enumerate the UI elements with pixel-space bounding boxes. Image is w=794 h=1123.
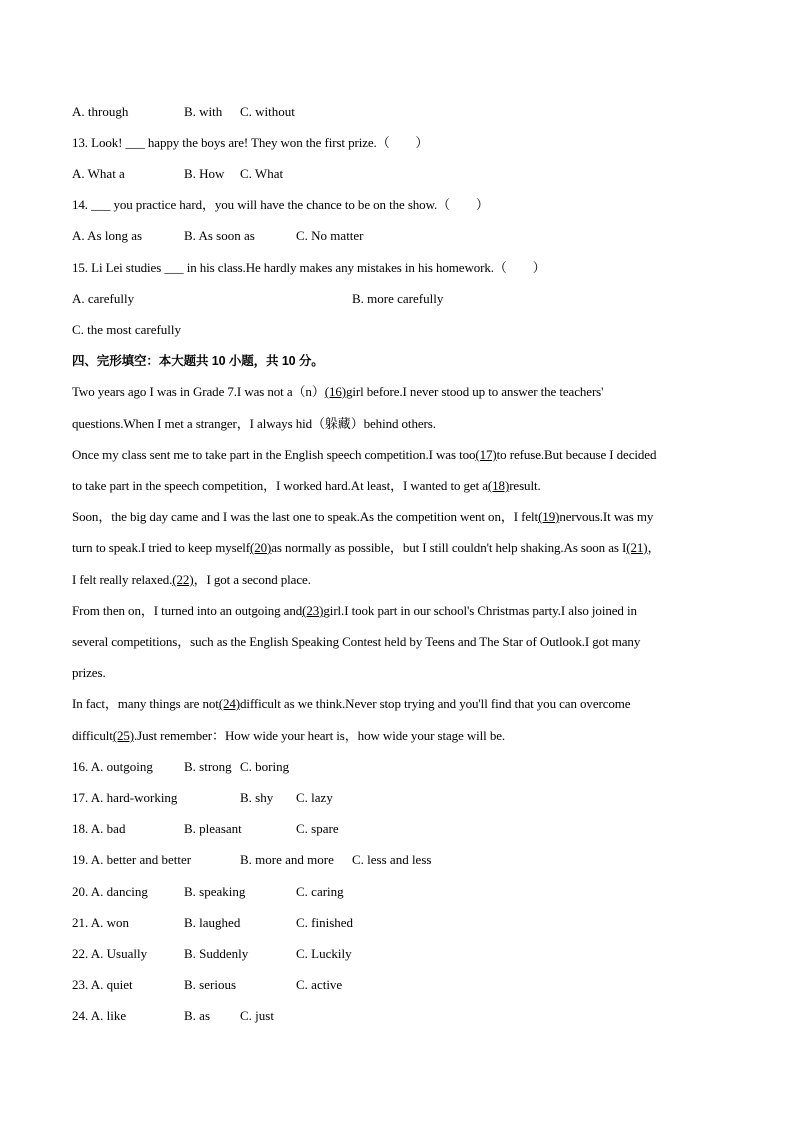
cloze-option-a: 16. A. outgoing [72,759,153,774]
q13-stem: 13. Look! ___ happy the boys are! They won the first prize.（ ） [72,135,429,150]
passage-line [72,603,722,619]
passage-text: girl before.I never stood up to answer the teachers' [345,384,604,399]
q12-option-c: C. without [240,104,295,119]
blank-marker: (16) [324,384,346,399]
passage-text: Two years ago I was in Grade 7.I was not a（n） [72,384,325,399]
blank-marker: (23) [302,603,324,618]
cloze-option-a: 23. A. quiet [72,977,133,992]
q15-option-a: A. carefully [72,291,135,306]
cloze-option-c: C. spare [296,821,339,836]
passage-text: to refuse.But because I decided [496,447,657,462]
blank-marker: (18) [487,478,510,493]
passage-text: Once my class sent me to take part in the English speech competition.I was too [72,447,476,462]
cloze-option-a: 21. A. won [72,915,130,930]
cloze-option-b: B. serious [184,977,236,992]
q15-option-c: C. the most carefully [72,322,182,337]
q12-option-b: B. with [184,104,223,119]
q13-option-c: C. What [240,166,284,181]
passage-text: as normally as possible，but I still couldn't help shaking.As soon as I [271,540,627,555]
passage-text: ， [647,540,661,555]
passage-text: difficult as we think.Never stop trying and you'll find that you can overcome [240,696,631,711]
cloze-option-b: B. laughed [184,915,241,930]
q14-option-b: B. As soon as [184,228,255,243]
cloze-option-c: C. less and less [352,852,432,867]
cloze-option-c: C. caring [296,884,344,899]
cloze-option-b: B. more and more [240,852,334,867]
passage-line [72,509,722,525]
q14-option-c: C. No matter [296,228,364,243]
q13-option-b: B. How [184,166,225,181]
cloze-option-b: B. Suddenly [184,946,249,961]
passage-line [72,572,722,588]
section-heading: 四、完形填空：本大题共 10 小题，共 10 分。 [72,354,324,368]
passage-text: .Just remember：How wide your heart is，how wide your stage will be. [134,728,506,743]
q15-stem: 15. Li Lei studies ___ in his class.He hardly makes any mistakes in his homework.（ ） [72,260,546,275]
q12-option-a: A. through [72,104,129,119]
passage-text: nervous.It was my [559,509,654,524]
passage-line [72,478,722,494]
passage-line [72,384,722,400]
passage-line [72,728,722,744]
q14-option-a: A. As long as [72,228,143,243]
cloze-option-c: C. active [296,977,343,992]
blank-marker: (19) [538,509,560,524]
passage-line [72,447,722,463]
passage-text: ，I got a second place. [193,572,311,587]
blank-marker: (20) [250,540,272,555]
passage-text: I felt really relaxed. [72,572,173,587]
cloze-option-b: B. speaking [184,884,246,899]
passage-text: to take part in the speech competition，I worked hard.At least，I wanted to get a [72,478,488,493]
q15-option-b: B. more carefully [352,291,444,306]
cloze-option-a: 24. A. like [72,1008,127,1023]
blank-marker: (22) [172,572,194,587]
passage-line: questions.When I met a stranger，I always hid（躲藏）behind others. [72,416,436,431]
blank-marker: (25) [112,728,135,743]
passage-line: prizes. [72,665,106,680]
cloze-option-a: 22. A. Usually [72,946,148,961]
q14-stem: 14. ___ you practice hard，you will have the chance to be on the show.（ ） [72,197,489,212]
cloze-option-b: B. pleasant [184,821,242,836]
blank-marker: (21) [626,540,648,555]
blank-marker: (17) [475,447,497,462]
cloze-option-b: B. as [184,1008,210,1023]
passage-line [72,696,722,712]
passage-line: several competitions，such as the English Speaking Contest held by Teens and The Star of Outlook.I got many [72,634,641,649]
cloze-option-c: C. boring [240,759,290,774]
passage-text: turn to speak.I tried to keep myself [72,540,250,555]
blank-marker: (24) [218,696,241,711]
passage-text: From then on，I turned into an outgoing and [72,603,303,618]
passage-text: In fact，many things are not [72,696,219,711]
passage-text: difficult [72,728,113,743]
passage-text: Soon，the big day came and I was the last one to speak.As the competition went on，I felt [72,509,539,524]
cloze-option-b: B. strong [184,759,232,774]
cloze-option-a: 19. A. better and better [72,852,192,867]
cloze-option-c: C. Luckily [296,946,352,961]
cloze-option-c: C. just [240,1008,274,1023]
cloze-option-c: C. finished [296,915,354,930]
passage-text: girl.I took part in our school's Christmas party.I also joined in [323,603,637,618]
passage-line [72,540,722,556]
cloze-option-b: B. shy [240,790,274,805]
cloze-option-a: 18. A. bad [72,821,126,836]
cloze-option-a: 20. A. dancing [72,884,148,899]
passage-text: result. [509,478,541,493]
cloze-option-a: 17. A. hard-working [72,790,178,805]
q13-option-a: A. What a [72,166,125,181]
cloze-option-c: C. lazy [296,790,333,805]
